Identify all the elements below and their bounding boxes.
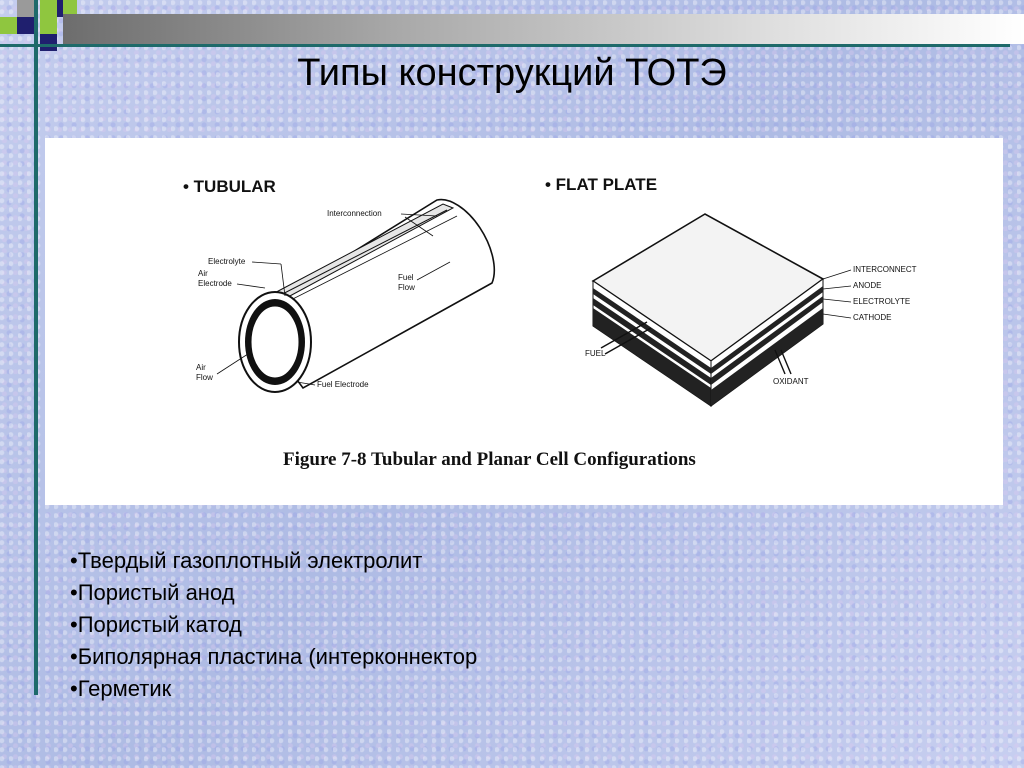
bullet-item: •Биполярная пластина (интерконнектор bbox=[70, 644, 478, 669]
label-oxidant: OXIDANT bbox=[773, 377, 809, 386]
label-fuel: FUEL bbox=[585, 349, 606, 358]
bullet-list bbox=[70, 545, 477, 705]
header-divider-line bbox=[0, 44, 1010, 47]
label-fuel-flow-1: Fuel bbox=[398, 273, 414, 282]
label-electrolyte: Electrolyte bbox=[208, 257, 246, 266]
figure-image bbox=[45, 138, 1003, 505]
fuel-cell-diagram bbox=[45, 138, 1003, 505]
label-anode: ANODE bbox=[853, 281, 882, 290]
flat-plate-heading: • FLAT PLATE bbox=[545, 175, 658, 194]
figure-caption: Figure 7-8 Tubular and Planar Cell Configurations bbox=[283, 449, 696, 470]
deco-square-green bbox=[40, 0, 57, 17]
deco-square-green bbox=[40, 17, 57, 34]
deco-square-gray bbox=[17, 0, 34, 17]
label-air-electrode-2: Electrode bbox=[198, 279, 232, 288]
header-gradient-bar bbox=[63, 14, 1024, 44]
tubular-heading: • TUBULAR bbox=[183, 177, 276, 196]
slide-title: Типы конструкций ТОТЭ bbox=[297, 52, 727, 94]
label-fuel-electrode: Fuel Electrode bbox=[317, 380, 369, 389]
label-air-flow-2: Flow bbox=[196, 373, 213, 382]
label-fuel-flow-2: Flow bbox=[398, 283, 415, 292]
label-interconnection: Interconnection bbox=[327, 209, 382, 218]
bullet-item: •Герметик bbox=[70, 676, 172, 701]
tubular-cylinder bbox=[239, 200, 494, 392]
label-air-electrode-1: Air bbox=[198, 269, 208, 278]
deco-square-green bbox=[0, 17, 17, 34]
bullet-item: •Твердый газоплотный электролит bbox=[70, 548, 423, 573]
label-interconnect: INTERCONNECT bbox=[853, 265, 917, 274]
bullet-item: •Пористый анод bbox=[70, 580, 235, 605]
left-vertical-line bbox=[34, 0, 38, 695]
label-air-flow-1: Air bbox=[196, 363, 206, 372]
label-cathode: CATHODE bbox=[853, 313, 892, 322]
deco-square-navy bbox=[17, 17, 34, 34]
label-electrolyte-plate: ELECTROLYTE bbox=[853, 297, 911, 306]
bullet-item: •Пористый катод bbox=[70, 612, 242, 637]
